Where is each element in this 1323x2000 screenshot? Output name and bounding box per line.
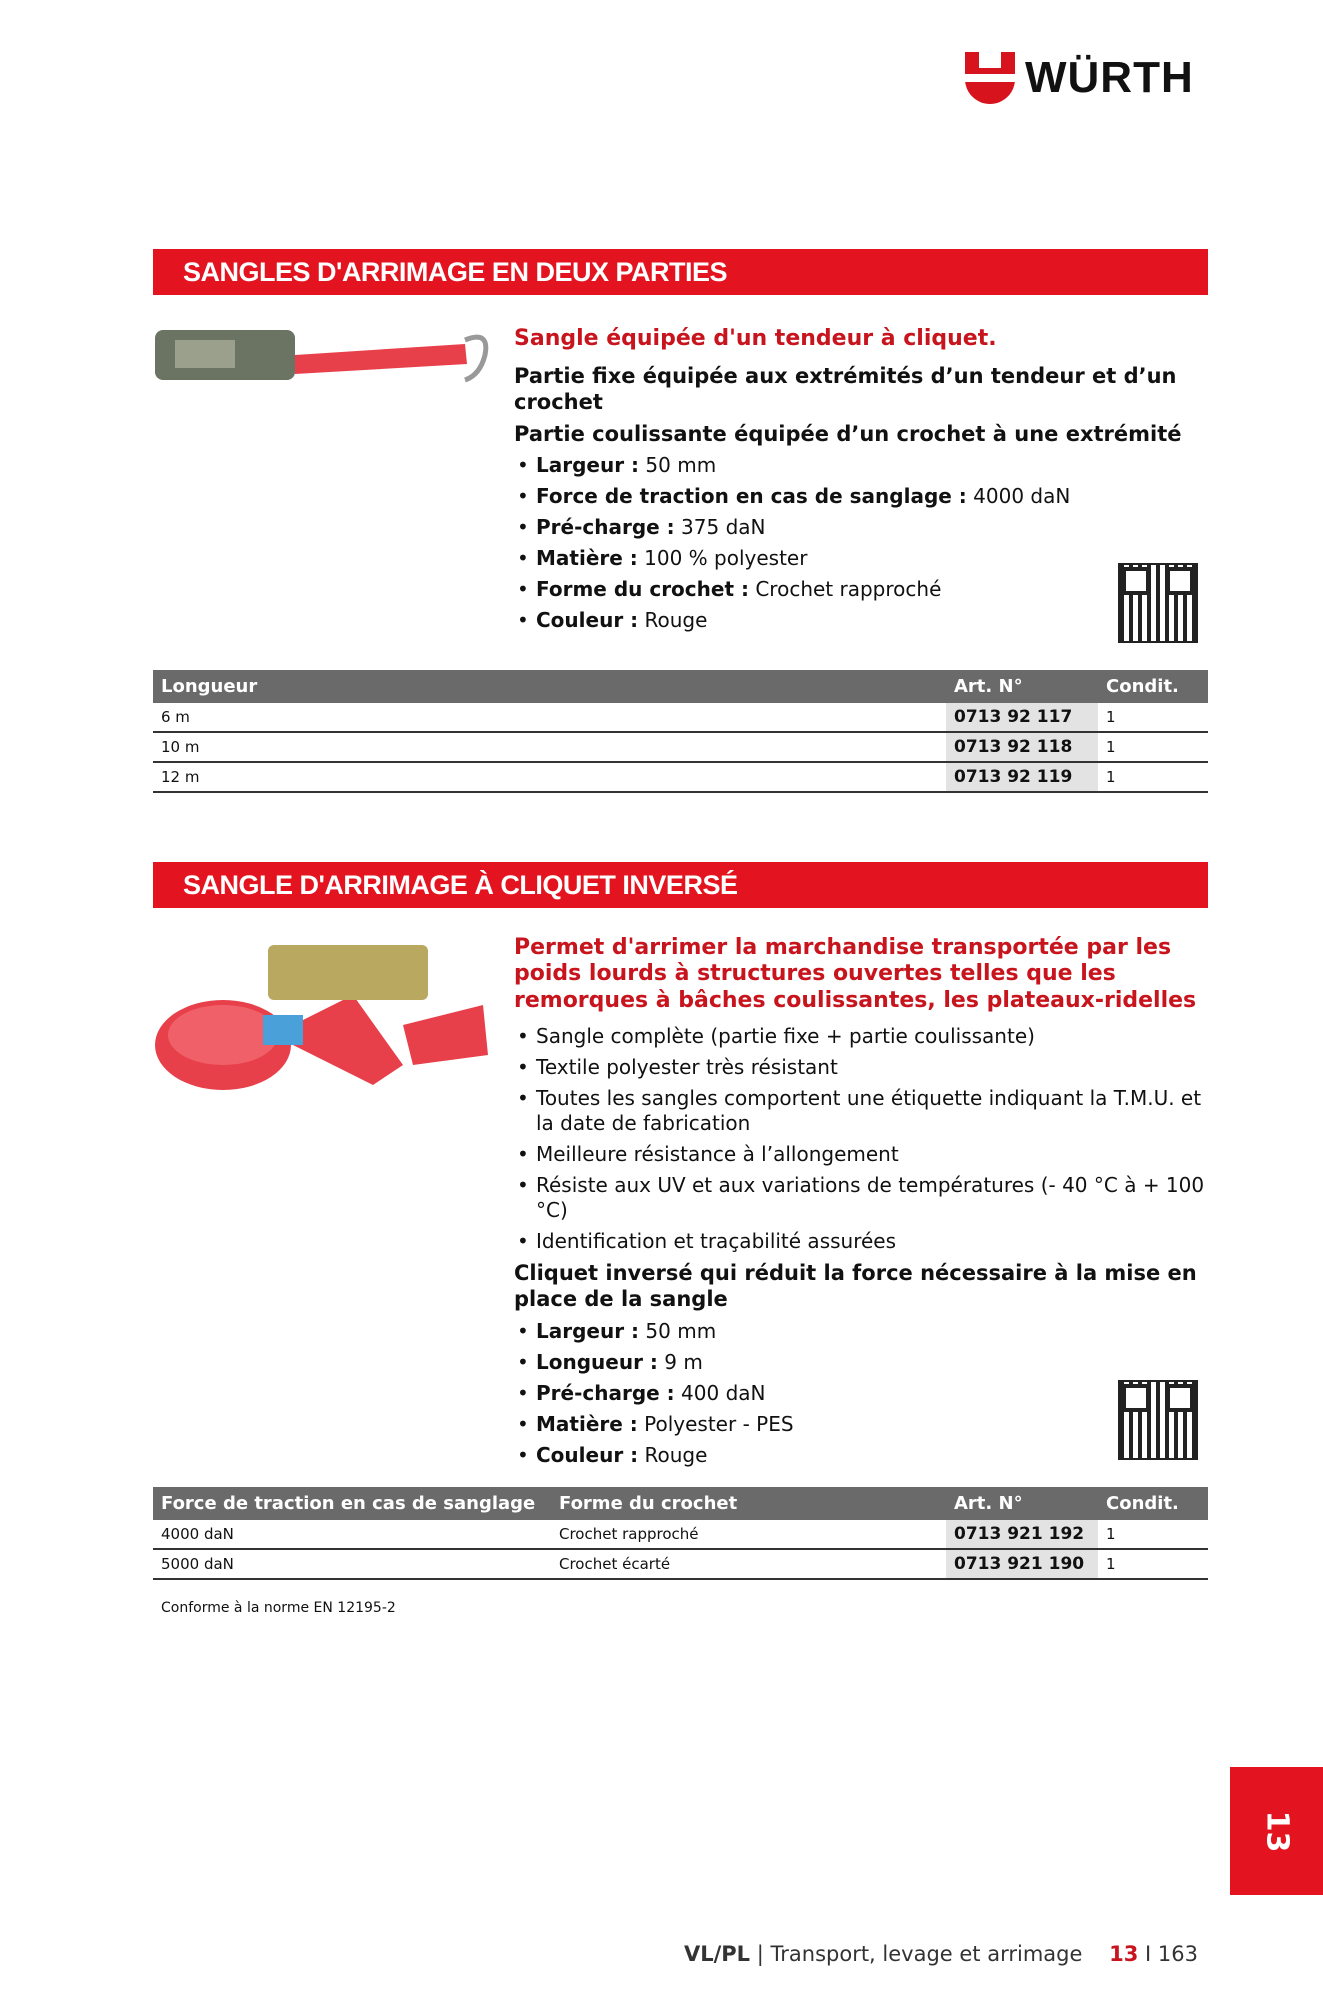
section2-sub: Cliquet inversé qui réduit la force nécessaire à la mise en place de la sangle: [514, 1261, 1197, 1312]
spec-item: • Forme du crochet : Crochet rapproché: [514, 577, 1214, 602]
feature-item: • Sangle complète (partie fixe + partie coulissante): [514, 1024, 1214, 1049]
section1-description: [514, 325, 1214, 639]
feature-item: • Textile polyester très résistant: [514, 1055, 1214, 1080]
section1-headline: Sangle équipée d'un tendeur à cliquet.: [514, 326, 997, 351]
section2-title: SANGLE D'ARRIMAGE À CLIQUET INVERSÉ: [153, 862, 1208, 908]
col-header: Condit.: [1098, 670, 1208, 703]
section1-table: [153, 670, 1208, 793]
brand-name: WÜRTH: [1025, 53, 1194, 102]
spec-item: • Largeur : 50 mm: [514, 453, 1214, 478]
section1-specs: [514, 453, 1214, 633]
feature-item: • Identification et traçabilité assurées: [514, 1229, 1214, 1254]
spec-item: • Pré-charge : 375 daN: [514, 515, 1214, 540]
table-row: 10 m 0713 92 118 1: [153, 732, 1208, 762]
feature-item: • Toutes les sangles comportent une étiquette indiquant la T.M.U. et la date de fabrication: [514, 1086, 1214, 1136]
section2-description: [514, 935, 1214, 1474]
feature-item: • Résiste aux UV et aux variations de températures (- 40 °C à + 100 °C): [514, 1173, 1214, 1223]
section2-specs: [514, 1319, 1214, 1468]
section1-sub1: Partie fixe équipée aux extrémités d’un tendeur et d’un crochet: [514, 363, 1177, 414]
spec-item: • Matière : Polyester - PES: [514, 1412, 1214, 1437]
wurth-logo-icon: [965, 52, 1015, 104]
table-row: 4000 daN Crochet rapproché 0713 921 192 1: [153, 1520, 1208, 1549]
chapter-tab: 13: [1230, 1767, 1323, 1895]
reverse-ratchet-strap-image: [153, 935, 493, 1115]
spec-item: • Longueur : 9 m: [514, 1350, 1214, 1375]
spec-item: • Matière : 100 % polyester: [514, 546, 1214, 571]
table-row: 6 m 0713 92 117 1: [153, 703, 1208, 732]
col-header: Condit.: [1098, 1487, 1208, 1520]
section2-headline: Permet d'arrimer la marchandise transportée par les poids lourds à structures ouvertes telles que les remorques à bâches coulissantes, les plateaux-ridelles: [514, 935, 1197, 1013]
section2-features: [514, 1024, 1214, 1254]
col-header: Forme du crochet: [551, 1487, 946, 1520]
spec-item: • Couleur : Rouge: [514, 1443, 1214, 1468]
section1-title: SANGLES D'ARRIMAGE EN DEUX PARTIES: [153, 249, 1208, 295]
col-header: Force de traction en cas de sanglage: [153, 1487, 551, 1520]
col-header: Art. N°: [946, 1487, 1098, 1520]
spec-item: • Largeur : 50 mm: [514, 1319, 1214, 1344]
col-header: Longueur: [153, 670, 946, 703]
col-header: Art. N°: [946, 670, 1098, 703]
spec-item: • Couleur : Rouge: [514, 608, 1214, 633]
feature-item: • Meilleure résistance à l’allongement: [514, 1142, 1214, 1167]
page-footer: VL/PL | Transport, levage et arrimage 13 I 163: [683, 1942, 1198, 1966]
qr-code-icon[interactable]: [1118, 1380, 1198, 1460]
table-row: 12 m 0713 92 119 1: [153, 762, 1208, 792]
spec-item: • Force de traction en cas de sanglage : 4000 daN: [514, 484, 1214, 509]
wurth-logo: [965, 52, 1194, 104]
table-row: 5000 daN Crochet écarté 0713 921 190 1: [153, 1549, 1208, 1579]
norm-note: Conforme à la norme EN 12195-2: [161, 1600, 396, 1616]
spec-item: • Pré-charge : 400 daN: [514, 1381, 1214, 1406]
qr-code-icon[interactable]: [1118, 563, 1198, 643]
ratchet-strap-image: [155, 322, 495, 397]
section2-table: [153, 1487, 1208, 1580]
section1-sub2: Partie coulissante équipée d’un crochet à une extrémité: [514, 422, 1182, 446]
